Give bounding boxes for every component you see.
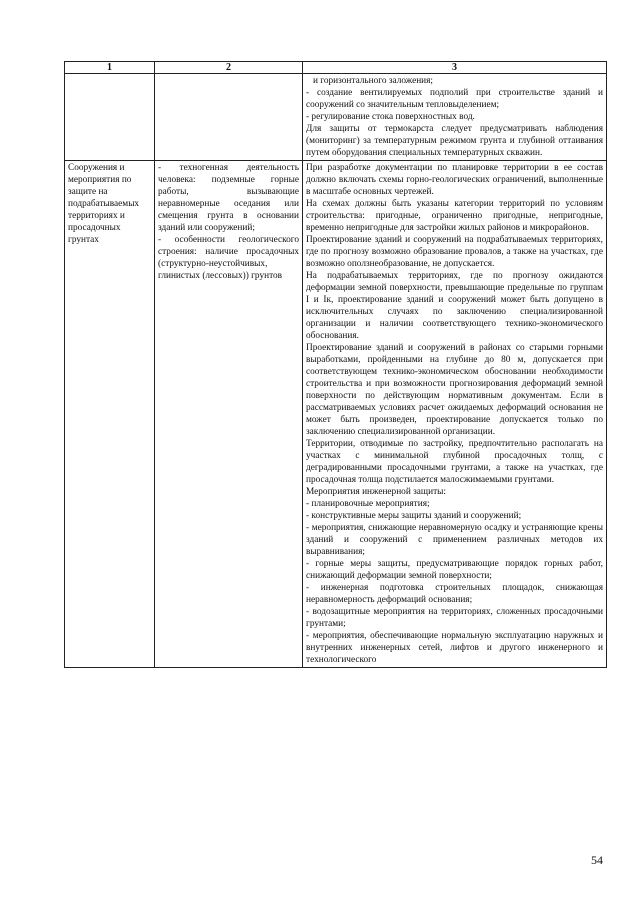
header-col-3: 3 — [303, 62, 607, 74]
paragraph: - мероприятия, обеспечивающие нормальную эксплуатацию наружных и внутренних инженерных сетей, лифтов и другого инженерного и технологического — [306, 631, 603, 665]
paragraph: - мероприятия, снижающие неравномерную осадку и устраняющие крены зданий и сооружений с применением различных методов их выравнивания; — [306, 523, 603, 557]
row2-col1-cell — [65, 161, 155, 668]
header-col-2: 2 — [155, 62, 303, 74]
paragraph: Проектирование зданий и сооружений на подрабатываемых территориях, где по прогнозу возможно образование провалов, а также на участках, где возможно оползнеобразование, не допускается. — [306, 235, 603, 269]
paragraph: На подрабатываемых территориях, где по прогнозу ожидаются деформации земной поверхности, превышающие предельные по группам I и Iк, проектирование зданий и сооружений может быть допущено в исключительных случаях по заключению специализированной организации и наличии соответствующего технико-экономического обоснования. — [306, 271, 603, 341]
paragraph: - инженерная подготовка строительных площадок, снижающая неравномерность деформаций основания; — [306, 583, 603, 605]
paragraph: Для защиты от термокарста следует предусматривать наблюдения (мониторинг) за температурным режимом грунта и глубиной оттаивания путем оборудования специальных температурных скважин. — [306, 124, 603, 158]
row1-col1-cell — [65, 74, 155, 161]
paragraph: - водозащитные мероприятия на территориях, сложенных просадочными грунтами; — [306, 607, 603, 629]
paragraph: На схемах должны быть указаны категории территорий по условиям строительства: пригодные, ограниченно пригодные, непригодные, временно непригодные для застройки жилых районов и микрорайонов. — [306, 199, 603, 233]
row1-col2-cell — [155, 74, 303, 161]
table-row — [65, 74, 607, 161]
page-number: 54 — [591, 853, 603, 867]
paragraph: - регулирование стока поверхностных вод. — [306, 112, 475, 122]
table-row — [65, 161, 607, 668]
paragraph: - создание вентилируемых подполий при строительстве зданий и сооружений со значительным тепловыделением; — [306, 88, 603, 110]
paragraph: - конструктивные меры защиты зданий и сооружений; — [306, 511, 522, 521]
paragraph: - особенности геологического строения: наличие просадочных (структурно-неустойчивых, глинистых (лессовых)) грунтов — [158, 235, 299, 281]
paragraph: Мероприятия инженерной защиты: — [306, 487, 446, 497]
requirements-table — [64, 61, 607, 668]
paragraph: - горные меры защиты, предусматривающие порядок горных работ, снижающий деформации земной поверхности; — [306, 559, 603, 581]
paragraph: При разработке документации по планировке территории в ее состав должно включать схемы горно-геологических ограничений, выполненные в масштабе основных чертежей. — [306, 163, 603, 197]
paragraph: Территории, отводимые по застройку, предпочтительно располагать на участках с минимальной глубиной просадочных толщ, с деградированными просадочными грунтами, а также на участках, где просадочная толща подстилается малосжимаемыми грунтами. — [306, 439, 603, 485]
row2-col2-cell — [155, 161, 303, 668]
paragraph: и горизонтального заложения; — [313, 76, 434, 86]
paragraph: Проектирование зданий и сооружений в районах со старыми горными выработками, пройденными на глубине до 80 м, допускается при соответствующем технико-экономическом обосновании необходимости строительства и при возможности прогнозирования деформаций земной поверхности по действующим нормативным документам. Если в рассматриваемых условиях расчет ожидаемых деформаций основания не может быть произведен, проектирование допускается только по заключению специализированной организации. — [306, 343, 603, 437]
row1-col3-cell — [303, 74, 607, 161]
row2-col3-cell — [303, 161, 607, 668]
structure-type-label: Сооружения и мероприятия по защите на подрабатываемых территориях и просадочных грунтах — [68, 163, 140, 245]
paragraph: - планировочные мероприятия; — [306, 499, 430, 509]
header-col-1: 1 — [65, 62, 155, 74]
header-row — [65, 62, 607, 74]
paragraph: - техногенная деятельность человека: подземные горные работы, вызывающие неравномерные оседания или смещения грунта в основании зданий или сооружений; — [158, 163, 299, 233]
